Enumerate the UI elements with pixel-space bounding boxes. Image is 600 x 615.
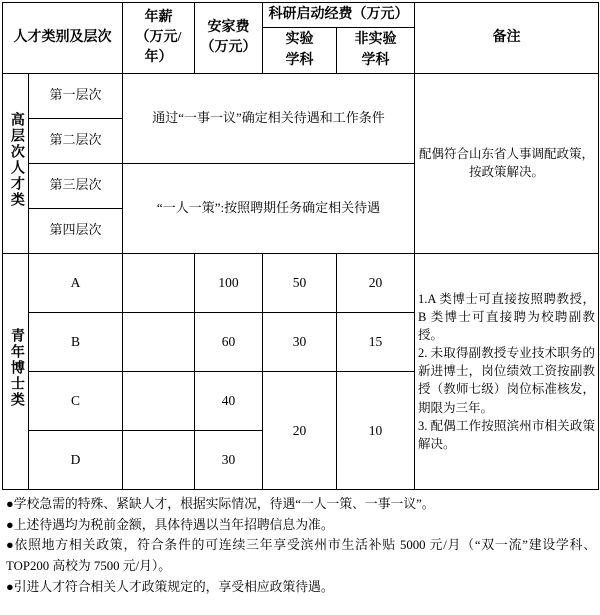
footnotes — [6, 494, 596, 598]
settlement-fee-d: 30 — [195, 430, 263, 489]
header-research-fund: 科研启动经费（万元） — [263, 3, 415, 28]
header-category: 人才类别及层次 — [3, 3, 123, 74]
policy-merged-1: 通过“一事一议”确定相关待遇和工作条件 — [123, 73, 415, 163]
level-cell-2: 第二层次 — [29, 118, 123, 163]
header-remark: 备注 — [415, 3, 599, 74]
header-non-experimental: 非实验 学科 — [337, 28, 415, 74]
remark-high-level: 配偶符合山东省人事调配政策，按政策解决。 — [415, 73, 599, 253]
group-label-young-doctor — [3, 253, 29, 489]
level-cell-3: 第三层次 — [29, 163, 123, 208]
table-row — [3, 253, 599, 312]
table-header-row — [3, 3, 599, 28]
header-settlement-fee: 安家费 （万元） — [195, 3, 263, 74]
annual-salary-b — [123, 312, 195, 371]
annual-salary-d — [123, 430, 195, 489]
annual-salary-a — [123, 253, 195, 312]
footnote-4: ●引进人才符合相关人才政策规定的，享受相应政策待遇。 — [6, 579, 334, 594]
grade-cell-b: B — [29, 312, 123, 371]
settlement-fee-c: 40 — [195, 371, 263, 430]
grade-cell-c: C — [29, 371, 123, 430]
settlement-fee-a: 100 — [195, 253, 263, 312]
remark-line-1: 1.A 类博士可直接按照聘教授，B 类博士可直接聘为校聘副教授。 — [418, 291, 595, 343]
level-cell-4: 第四层次 — [29, 208, 123, 253]
experimental-cd: 20 — [263, 371, 337, 489]
footnote-3: ●依照地方相关政策，符合条件的可连续三年享受滨州市生活补贴 5000 元/月（“双一流”建设学科、TOP200 高校为 7500 元/月）。 — [6, 538, 596, 574]
group-label-high-level — [3, 73, 29, 253]
remark-line-2: 2. 未取得副教授专业技术职务的新进博士，岗位绩效工资按副教授（教师七级）岗位标准核发，期限为三年。 — [418, 346, 595, 415]
annual-salary-c — [123, 371, 195, 430]
grade-cell-d: D — [29, 430, 123, 489]
table-row — [3, 73, 599, 118]
talent-policy-document — [0, 2, 600, 615]
non-experimental-cd: 10 — [337, 371, 415, 489]
remark-line-3: 3. 配偶工作按照滨州市相关政策解决。 — [418, 418, 595, 451]
grade-cell-a: A — [29, 253, 123, 312]
non-experimental-a: 20 — [337, 253, 415, 312]
policy-merged-2: “一人一策”:按照聘期任务确定相关待遇 — [123, 163, 415, 253]
footnote-1: ●学校急需的特殊、紧缺人才，根据实际情况，待遇“一人一策、一事一议”。 — [6, 496, 435, 511]
talent-policy-table — [2, 2, 599, 490]
remark-young-doctor — [415, 253, 599, 489]
group-label-high-level-text: 高层次人才类 — [8, 112, 24, 209]
experimental-b: 30 — [263, 312, 337, 371]
header-annual-salary: 年薪 （万元/ 年） — [123, 3, 195, 74]
group-label-young-doctor-text: 青年博士类 — [8, 328, 24, 409]
experimental-a: 50 — [263, 253, 337, 312]
settlement-fee-b: 60 — [195, 312, 263, 371]
footnote-2: ●上述待遇均为税前金额，具体待遇以当年招聘信息为准。 — [6, 517, 334, 532]
header-experimental: 实验 学科 — [263, 28, 337, 74]
non-experimental-b: 15 — [337, 312, 415, 371]
level-cell-1: 第一层次 — [29, 73, 123, 118]
